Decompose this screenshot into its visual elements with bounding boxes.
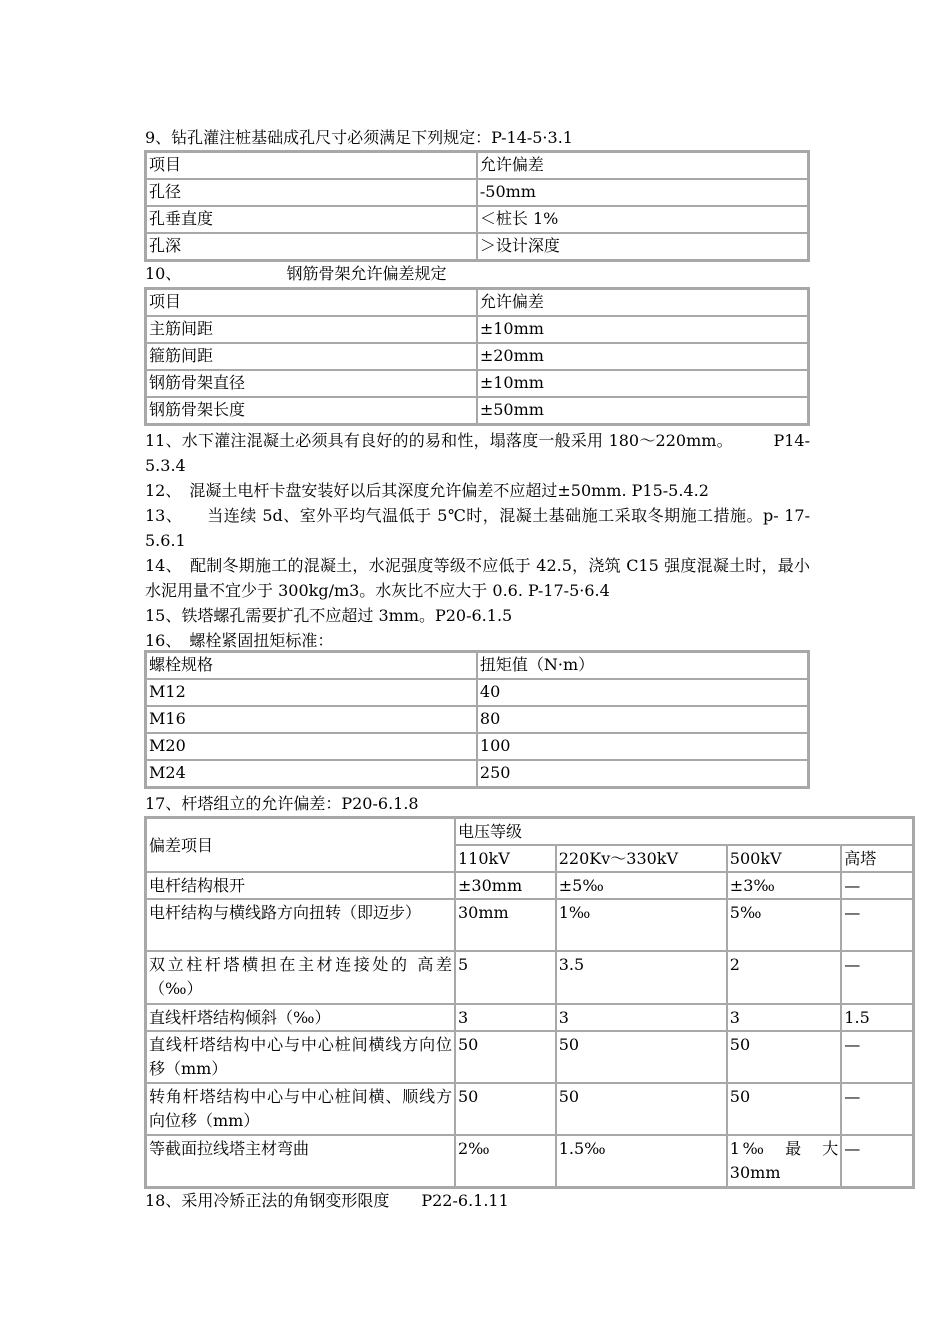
paragraph-12: 12、 混凝土电杆卡盘安装好以后其深度允许偏差不应超过±50mm. P15-5.4.2 [145,481,709,500]
table-cell: — [841,1083,913,1135]
rebar-cage-table [144,287,810,426]
table-row [146,233,808,260]
table-cell: 1.5 [841,1004,913,1031]
table-row [146,370,808,397]
table-row [146,1004,913,1031]
table-row [146,679,808,706]
table-cell: 50 [556,1083,727,1135]
table-header-row [146,152,808,179]
table-cell: 孔深 [146,233,477,260]
table-header-row [146,652,808,679]
table-cell: ＜桩长 1% [477,206,808,233]
column-header: 500kV [727,845,842,872]
table-row [146,951,913,1004]
table-cell: — [841,1031,913,1083]
table-row [146,872,913,899]
table-cell: 转角杆塔结构中心与中心桩间横、顺线方向位移（mm） [146,1083,455,1135]
column-header: 螺栓规格 [146,652,477,679]
table-cell: 5 [455,951,556,1004]
table-row [146,899,913,951]
column-group-header: 电压等级 [455,818,913,845]
table-cell: -50mm [477,179,808,206]
paragraph-11: 11、水下灌注混凝土必须具有良好的的易和性，塌落度一般采用 180～220mm。 P14-5.3.4 [145,431,810,475]
paragraph-15: 15、铁塔螺孔需要扩孔不应超过 3mm。P20-6.1.5 [145,606,513,625]
table-cell: 250 [477,760,808,787]
table-row [146,1135,913,1187]
paragraph-16: 16、 螺栓紧固扭矩标准： [145,631,334,650]
table-cell: ＞设计深度 [477,233,808,260]
table-cell: 钢筋骨架长度 [146,397,477,424]
item10-title: 钢筋骨架允许偏差规定 [286,264,447,283]
table-row [146,706,808,733]
table-cell: 40 [477,679,808,706]
table-cell: M20 [146,733,477,760]
table-cell: 30mm [455,899,556,951]
table-cell: 等截面拉线塔主材弯曲 [146,1135,455,1187]
table-cell: 5‰ [727,899,842,951]
bolt-torque-table [144,650,810,789]
paragraph-14: 14、 配制冬期施工的混凝土，水泥强度等级不应低于 42.5，浇筑 C15 强度混凝土时，最小水泥用量不宜少于 300kg/m3。水灰比不应大于 0.6. P-17-5·6.4 [145,556,810,600]
table-cell: 钢筋骨架直径 [146,370,477,397]
item18-heading: 18、采用冷矫正法的角钢变形限度 P22-6.1.11 [145,1191,509,1210]
column-header: 高塔 [841,845,913,872]
table-cell: 100 [477,733,808,760]
item10-heading [145,264,446,284]
table-row [146,1031,913,1083]
table-cell: 3 [556,1004,727,1031]
tower-tolerance-table [144,816,915,1189]
table-cell: ±50mm [477,397,808,424]
table-cell: 50 [455,1083,556,1135]
column-header: 允许偏差 [477,289,808,316]
table-cell: 50 [556,1031,727,1083]
column-header: 110kV [455,845,556,872]
table-header-row [146,818,913,845]
table-cell: 50 [727,1031,842,1083]
table-cell: 1.5‰ [556,1135,727,1187]
table-cell: 电杆结构与横线路方向扭转（即迈步） [146,899,455,951]
table-cell: 3 [727,1004,842,1031]
table-cell: — [841,1135,913,1187]
table-row [146,179,808,206]
table-cell: ±10mm [477,370,808,397]
column-header: 项目 [146,289,477,316]
item17-heading: 17、杆塔组立的允许偏差：P20-6.1.8 [145,794,419,813]
item9-heading: 9、钻孔灌注桩基础成孔尺寸必须满足下列规定：P-14-5·3.1 [145,128,573,147]
table-cell: 箍筋间距 [146,343,477,370]
table-cell: 1‰ [556,899,727,951]
column-header: 项目 [146,152,477,179]
item10-number: 10、 [145,264,182,283]
column-header: 偏差项目 [146,818,455,872]
table-cell: 主筋间距 [146,316,477,343]
table-cell: 50 [727,1083,842,1135]
table-cell: 2‰ [455,1135,556,1187]
column-header: 扭矩值（N·m） [477,652,808,679]
table-cell: M12 [146,679,477,706]
table-cell: 3 [455,1004,556,1031]
column-header: 220Kv～330kV [556,845,727,872]
table-cell: 3.5 [556,951,727,1004]
table-row [146,733,808,760]
table-row [146,760,808,787]
table-cell: 1‰ 最 大 30mm [727,1135,842,1187]
table-cell: — [841,899,913,951]
column-header: 允许偏差 [477,152,808,179]
table-row [146,316,808,343]
table-cell: ±5‰ [556,872,727,899]
table-header-row [146,289,808,316]
paragraph-13: 13、 当连续 5d、室外平均气温低于 5℃时，混凝土基础施工采取冬期施工措施。p- 17-5.6.1 [145,506,810,550]
table-row [146,1083,913,1135]
table-cell: 50 [455,1031,556,1083]
table-cell: ±10mm [477,316,808,343]
table-cell: ±30mm [455,872,556,899]
table-cell: ±3‰ [727,872,842,899]
table-row [146,343,808,370]
table-cell: 2 [727,951,842,1004]
table-cell: — [841,951,913,1004]
table-cell: ±20mm [477,343,808,370]
table-cell: — [841,872,913,899]
table-cell: 孔径 [146,179,477,206]
table-cell: 80 [477,706,808,733]
table-cell: 电杆结构根开 [146,872,455,899]
table-cell: 双立柱杆塔横担在主材连接处的 高差（‰） [146,951,455,1004]
table-cell: 直线杆塔结构倾斜（‰） [146,1004,455,1031]
table-row [146,397,808,424]
table-cell: 孔垂直度 [146,206,477,233]
table-row [146,206,808,233]
table-cell: M24 [146,760,477,787]
table-cell: 直线杆塔结构中心与中心桩间横线方向位移（mm） [146,1031,455,1083]
table-cell: M16 [146,706,477,733]
hole-size-table [144,150,810,262]
